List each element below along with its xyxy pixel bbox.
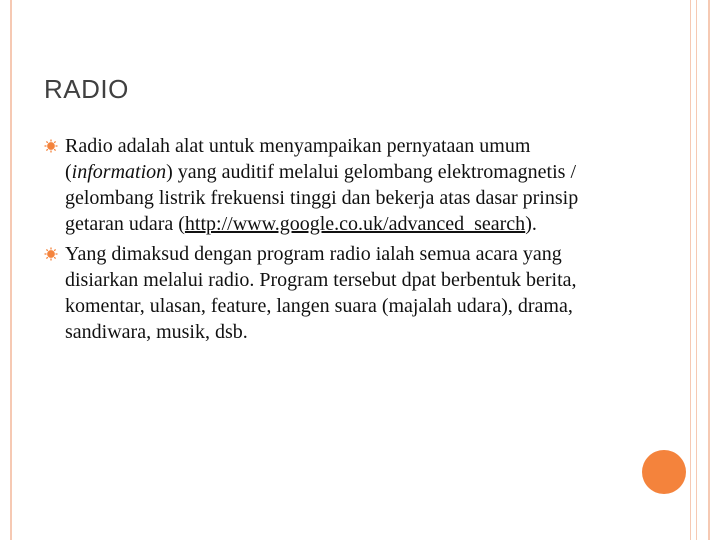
source-link[interactable]: http://www.google.co.uk/advanced_search bbox=[184, 213, 526, 235]
bullet-text: Yang dimaksud dengan program radio ialah semua acara yang disiarkan melalui radio. Program tersebut dpat berbentuk berita, komentar, ulasan, feature, langen suara (majalah udara), drama, sandiwara, musik, dsb. bbox=[65, 243, 577, 343]
bullet-list bbox=[44, 133, 624, 349]
italic-term: information bbox=[71, 161, 167, 183]
decorative-line bbox=[690, 0, 691, 540]
bullet-text: ) yang auditif melalui gelombang elektromagnetis / gelombang listrik frekuensi tinggi dan bekerja atas dasar prinsip getaran udara ( bbox=[65, 161, 579, 235]
bullet-text: ). bbox=[525, 213, 537, 235]
sun-bullet-icon bbox=[44, 247, 58, 261]
slide-title: RADIO bbox=[44, 74, 129, 104]
bullet-item bbox=[44, 241, 624, 345]
bullet-item bbox=[44, 133, 624, 237]
decorative-line bbox=[696, 0, 697, 540]
decorative-circle bbox=[642, 450, 686, 494]
bullet-text: Radio adalah alat untuk menyampaikan pernyataan umum ( bbox=[65, 135, 531, 183]
sun-bullet-icon bbox=[44, 139, 58, 153]
